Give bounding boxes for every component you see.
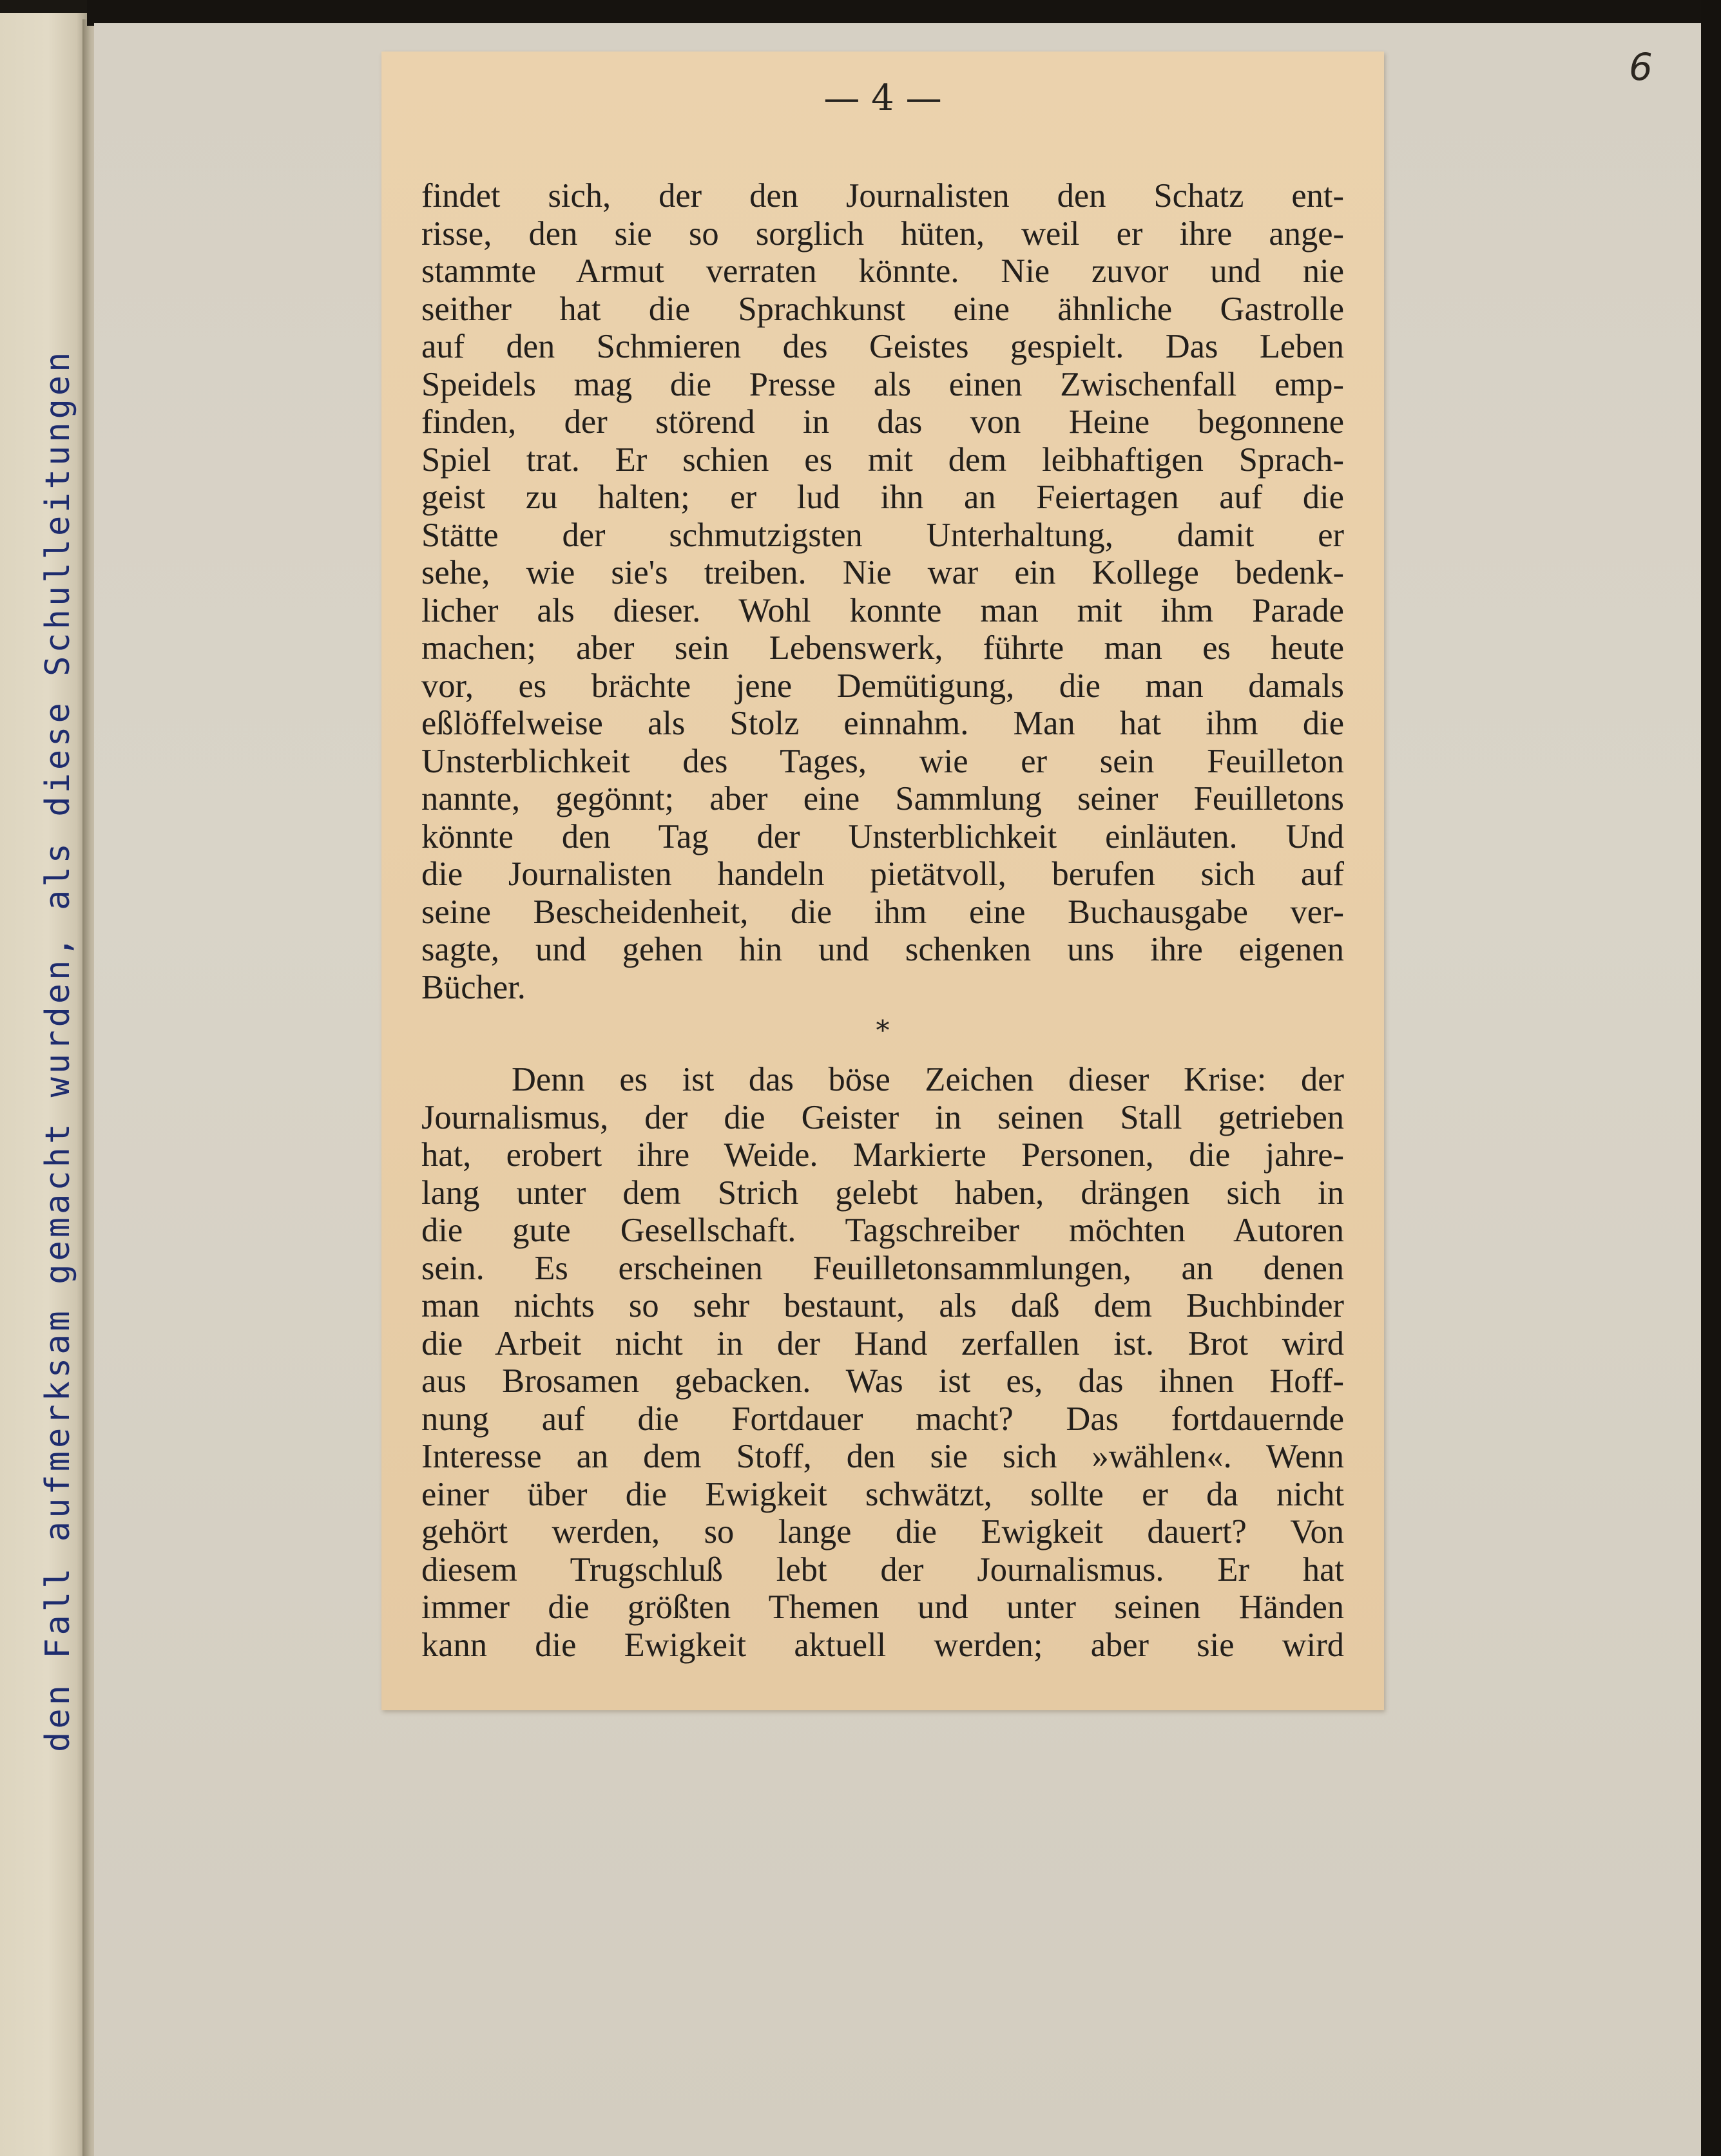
- text-line: licher als dieser. Wohl konnte man mit ihm Parade: [421, 591, 1344, 629]
- text-line: man nichts so sehr bestaunt, als daß dem Buchbinder: [421, 1287, 1344, 1324]
- text-line: könnte den Tag der Unsterblichkeit einläuten. Und: [421, 817, 1344, 855]
- text-line: Speidels mag die Presse als einen Zwischenfall emp-: [421, 365, 1344, 403]
- text-line: stammte Armut verraten könnte. Nie zuvor und nie: [421, 253, 1344, 290]
- text-line: lang unter dem Strich gelebt haben, drängen sich in: [421, 1174, 1344, 1212]
- text-line: Interesse an dem Stoff, den sie sich »wählen«. Wenn: [421, 1438, 1344, 1475]
- text-line: Stätte der schmutzigsten Unterhaltung, damit er: [421, 516, 1344, 554]
- text-line: einer über die Ewigkeit schwätzt, sollte er da nicht: [421, 1475, 1344, 1513]
- text-line: sein. Es erscheinen Feuilletonsammlungen, an denen: [421, 1249, 1344, 1287]
- text-line: seine Bescheidenheit, die ihm eine Buchausgabe ver-: [421, 893, 1344, 931]
- text-line: immer die größten Themen und unter seinen Händen: [421, 1588, 1344, 1626]
- text-line: Denn es ist das böse Zeichen dieser Krise: der: [512, 1061, 1344, 1098]
- text-line: risse, den sie so sorglich hüten, weil er ihre ange-: [421, 215, 1344, 253]
- text-line: aus Brosamen gebacken. Was ist es, das ihnen Hoff-: [421, 1362, 1344, 1400]
- paragraph-2: [421, 1061, 1344, 1664]
- text-line: sehe, wie sie's treiben. Nie war ein Kollege bedenk-: [421, 554, 1344, 591]
- text-line: sagte, und gehen hin und schenken uns ihre eigenen: [421, 931, 1344, 968]
- scan-border-right: [1701, 0, 1721, 2156]
- text-line: nung auf die Fortdauer macht? Das fortdauernde: [421, 1400, 1344, 1438]
- text-line: seither hat die Sprachkunst eine ähnliche Gastrolle: [421, 290, 1344, 328]
- text-line: nannte, gegönnt; aber eine Sammlung seiner Feuilletons: [421, 780, 1344, 817]
- text-line: die gute Gesellschaft. Tagschreiber möchten Autoren: [421, 1212, 1344, 1249]
- text-line: Spiel trat. Er schien es mit dem leibhaftigen Sprach-: [421, 441, 1344, 479]
- text-line: geist zu halten; er lud ihn an Feiertagen auf die: [421, 479, 1344, 516]
- text-line: Unsterblichkeit des Tages, wie er sein Feuilleton: [421, 742, 1344, 780]
- text-line: eßlöffelweise als Stolz einnahm. Man hat ihm die: [421, 705, 1344, 742]
- text-line: Journalismus, der die Geister in seinen Stall getrieben: [421, 1098, 1344, 1136]
- scan-border-top: [87, 0, 1721, 26]
- text-line: findet sich, der den Journalisten den Schatz ent-: [421, 177, 1344, 215]
- handwritten-page-marker: 6: [1629, 45, 1653, 89]
- text-line: machen; aber sein Lebenswerk, führte man es heute: [421, 629, 1344, 667]
- newspaper-clipping: [381, 52, 1384, 1710]
- text-line: vor, es brächte jene Demütigung, die man damals: [421, 667, 1344, 705]
- paragraph-1: [421, 177, 1344, 1006]
- text-line: gehört werden, so lange die Ewigkeit dauert? Von: [421, 1513, 1344, 1550]
- text-line: finden, der störend in das von Heine begonnene: [421, 403, 1344, 441]
- page-number: — 4 —: [823, 77, 942, 119]
- text-line: hat, erobert ihre Weide. Markierte Personen, die jahre-: [421, 1136, 1344, 1174]
- left-backing-sheet: [0, 13, 87, 2156]
- section-separator: *: [876, 1015, 890, 1046]
- text-line: auf den Schmieren des Geistes gespielt. Das Leben: [421, 328, 1344, 365]
- text-line: die Arbeit nicht in der Hand zerfallen ist. Brot wird: [421, 1324, 1344, 1362]
- text-line: diesem Trugschluß lebt der Journalismus. Er hat: [421, 1550, 1344, 1588]
- text-line: Bücher.: [421, 968, 526, 1006]
- typewritten-margin-note: den Fall aufmerksam gemacht wurden, als diese Schulleitungen: [39, 348, 77, 1752]
- text-line: die Journalisten handeln pietätvoll, berufen sich auf: [421, 855, 1344, 893]
- text-line: kann die Ewigkeit aktuell werden; aber sie wird: [421, 1626, 1344, 1664]
